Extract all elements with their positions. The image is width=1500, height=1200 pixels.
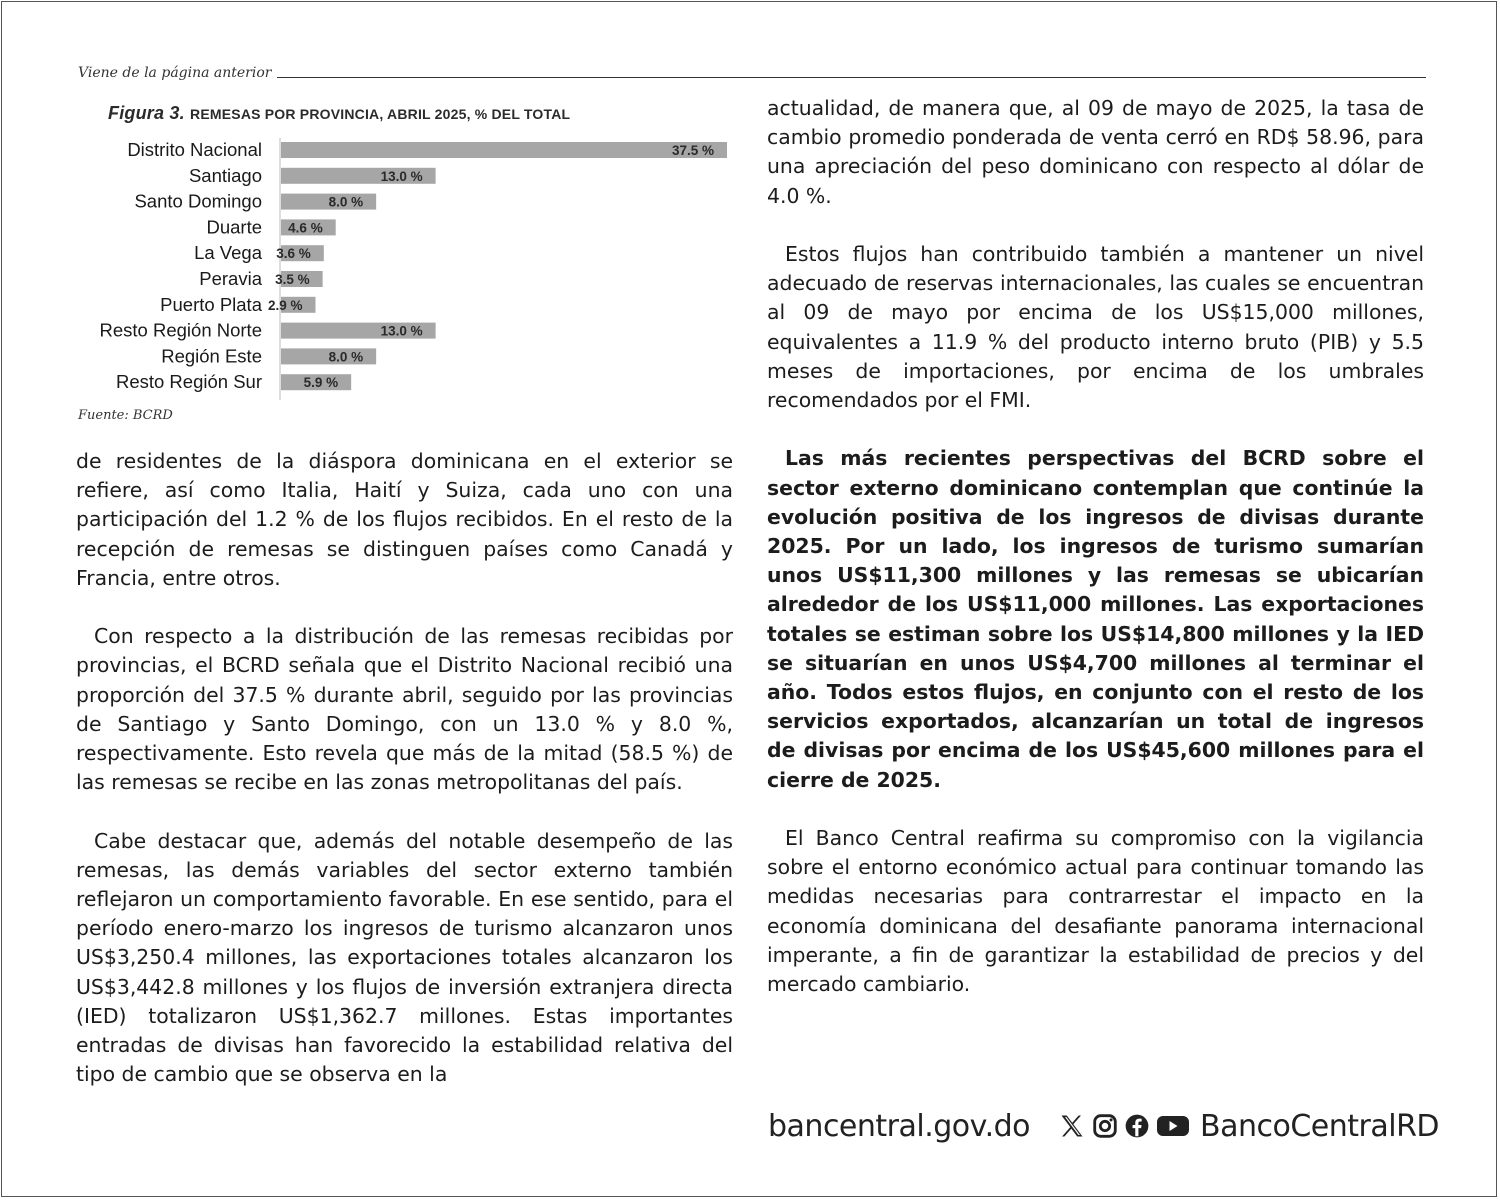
category-label: Distrito Nacional: [127, 139, 262, 160]
youtube-icon[interactable]: [1156, 1113, 1190, 1139]
bar: [281, 142, 727, 158]
bar-value-label: 37.5 %: [671, 143, 714, 158]
category-label: Duarte: [206, 216, 262, 238]
figure-label: Figura 3.: [108, 103, 185, 123]
right-column: [767, 94, 1424, 999]
facebook-icon[interactable]: [1124, 1113, 1150, 1139]
category-label: Santiago: [188, 164, 262, 186]
bar-value-label: 8.0 %: [328, 194, 364, 210]
category-label: Santo Domingo: [134, 190, 262, 212]
bar-value-label: 13.0 %: [380, 323, 423, 339]
bar-value-label: 4.6 %: [288, 220, 323, 236]
category-label: Puerto Plata: [160, 293, 262, 315]
x-icon[interactable]: [1058, 1112, 1086, 1140]
category-label: Peravia: [199, 268, 262, 289]
bar-value-label: 13.0 %: [380, 168, 423, 184]
left-paragraph-3: Cabe destacar que, además del notable desempeño de las remesas, las demás variables del sector externo también reflejaron un comportamiento favorable. En ese sentido, para el período enero-marzo los ingresos de turismo alcanzaron unos US$3,250.4 millones, las exportaciones totales alcanzaron los US$3,442.8 millones y los flujos de inversión extranjera directa (IED) totalizaron US$1,362.7 millones. Estas importantes entradas de divisas han favorecido la estabilidad relativa del tipo de cambio que se observa en la: [76, 828, 733, 1087]
bar-value-label: 2.9 %: [267, 297, 303, 313]
category-label: La Vega: [194, 242, 262, 264]
bar-value-label: 5.9 %: [303, 375, 339, 391]
footer: [768, 1100, 1440, 1152]
category-label: Región Este: [161, 345, 262, 367]
right-paragraph-4: El Banco Central reafirma su compromiso con la vigilancia sobre el entorno económico actual para continuar tomando las medidas necesarias para contrarrestar el impacto en la economía dominicana del desafiante panorama internacional imperante, a fin de garantizar la estabilidad de precios y del mercado cambiario.: [767, 826, 1424, 997]
social-icons: [1058, 1112, 1190, 1140]
right-paragraph-2: Estos flujos han contribuido también a mantener un nivel adecuado de reservas internacionales, las cuales se encuentran al 09 de mayo por encima de los US$15,000 millones, equivalentes a 11.9 % del producto interno bruto (PIB) y 5.5 meses de importaciones, por encima de los umbrales recomendados por el FMI.: [767, 242, 1424, 413]
left-column: [76, 447, 733, 1089]
right-paragraph-1: actualidad, de manera que, al 09 de mayo de 2025, la tasa de cambio promedio ponderada de venta cerró en RD$ 58.96, para una apreciación del peso dominicano con respecto al dólar de 4.0 %.: [767, 96, 1424, 208]
continued-text: Viene de la página anterior: [78, 65, 272, 81]
category-label: Resto Región Sur: [115, 371, 262, 393]
remesas-bar-chart: [60, 138, 740, 400]
website-link[interactable]: bancentral.gov.do: [768, 1108, 1031, 1144]
instagram-icon[interactable]: [1092, 1113, 1118, 1139]
bar-value-label: 8.0 %: [328, 349, 364, 365]
figure-title: [108, 103, 728, 127]
social-handle[interactable]: BancoCentralRD: [1200, 1108, 1440, 1144]
figure-source: Fuente: BCRD: [78, 408, 173, 423]
right-paragraph-3: Las más recientes perspectivas del BCRD sobre el sector externo dominicano contemplan que continúe la evolución positiva de los ingresos de divisas durante 2025. Por un lado, los ingresos de turismo sumarían unos US$11,300 millones y las remesas se ubicarían alrededor de los US$11,000 millones. Las exportaciones totales se estiman sobre los US$14,800 millones y la IED se situarían en unos US$4,700 millones al terminar el año. Todos estos flujos, en conjunto con el resto de los servicios exportados, alcanzarían un total de ingresos de divisas por encima de los US$45,600 millones para el cierre de 2025.: [767, 446, 1424, 792]
bar-value-label: 3.5 %: [275, 272, 310, 287]
continued-header: [78, 62, 1426, 82]
left-paragraph-1: de residentes de la diáspora dominicana en el exterior se refiere, así como Italia, Haití y Suiza, cada uno con una participación del 1.2 % de los flujos recibidos. En el resto de la recepción de remesas se distinguen países como Canadá y Francia, entre otros.: [76, 449, 733, 590]
figure-caption: REMESAS POR PROVINCIA, ABRIL 2025, % DEL TOTAL: [190, 106, 571, 122]
category-label: Resto Región Norte: [99, 319, 262, 341]
header-rule: [277, 77, 1426, 78]
left-paragraph-2: Con respecto a la distribución de las remesas recibidas por provincias, el BCRD señala que el Distrito Nacional recibió una proporción del 37.5 % durante abril, seguido por las provincias de Santiago y Santo Domingo, con un 13.0 % y 8.0 %, respectivamente. Esto revela que más de la mitad (58.5 %) de las remesas se recibe en las zonas metropolitanas del país.: [76, 624, 733, 795]
bar-value-label: 3.6 %: [276, 246, 311, 262]
